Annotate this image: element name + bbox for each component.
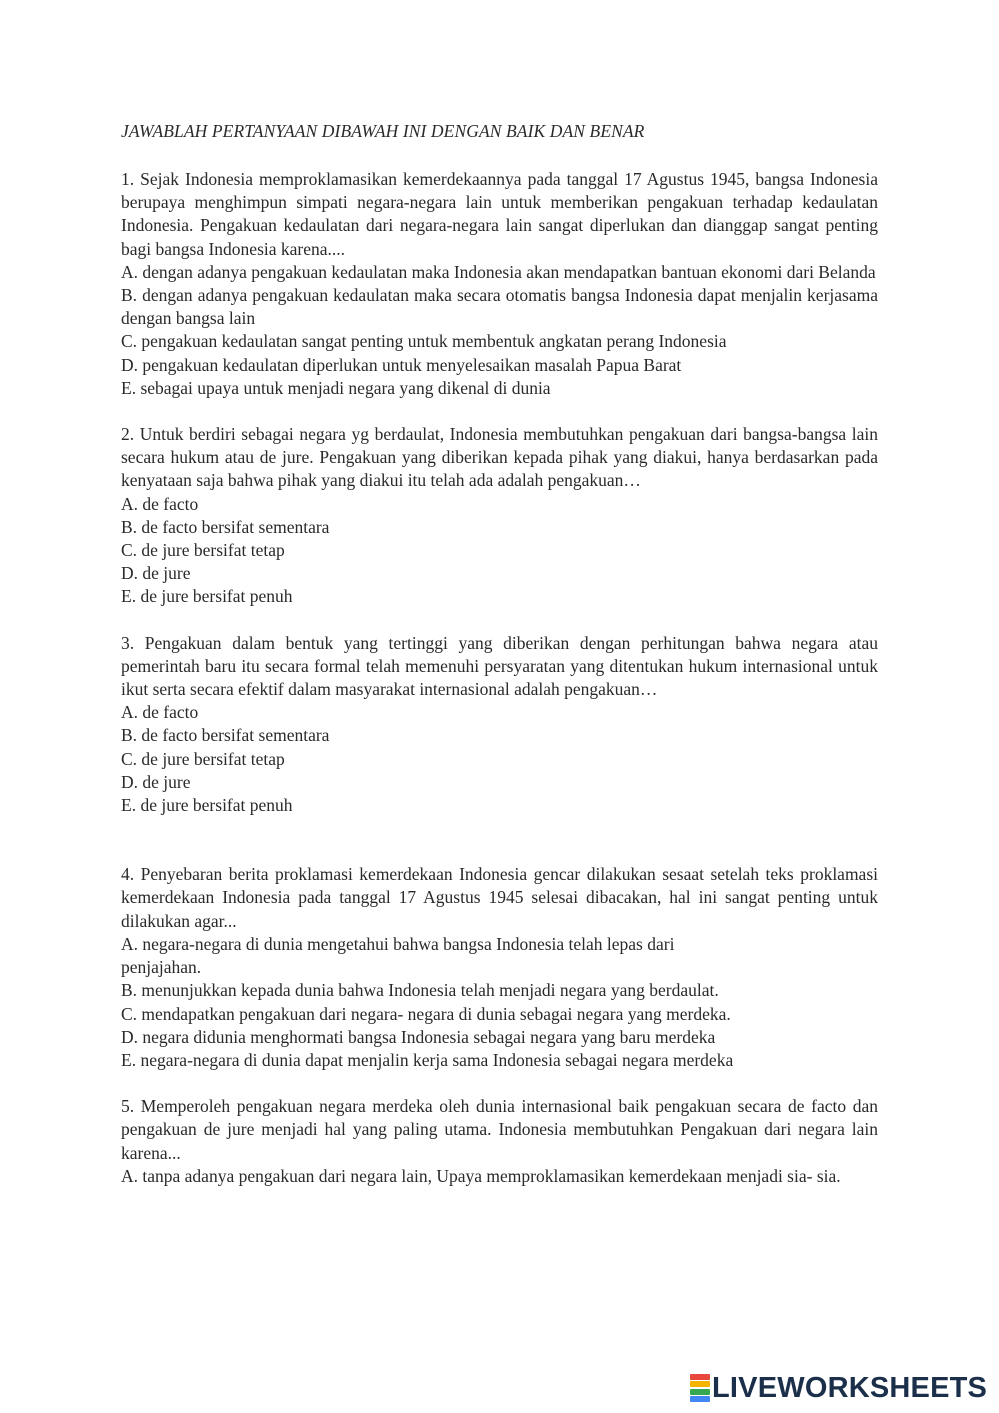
option-d: D. de jure	[121, 771, 191, 792]
option-e: E. de jure bersifat penuh	[121, 586, 293, 607]
worksheet-page	[121, 120, 878, 1188]
option-d: D. negara didunia menghormati bangsa Indonesia sebagai negara yang baru merdeka	[121, 1026, 716, 1047]
option-b: B. de facto bersifat sementara	[121, 516, 330, 537]
option-a: A. negara-negara di dunia mengetahui bahwa bangsa Indonesia telah lepas dari	[121, 933, 675, 954]
option-a: A. tanpa adanya pengakuan dari negara lain, Upaya memproklamasikan kemerdekaan menjadi sia- sia.	[121, 1165, 841, 1186]
option-d: D. de jure	[121, 563, 191, 584]
option-c: C. de jure bersifat tetap	[121, 540, 285, 561]
question-stem: 3. Pengakuan dalam bentuk yang tertinggi yang diberikan dengan perhitungan bahwa negara atau pemerintah baru itu secara formal telah memenuhi persyaratan yang ditentukan hukum internasional untuk ikut serta secara efektif dalam masyarakat internasional adalah pengakuan…	[121, 632, 878, 700]
option-c: C. pengakuan kedaulatan sangat penting untuk membentuk angkatan perang Indonesia	[121, 331, 727, 352]
option-a: A. dengan adanya pengakuan kedaulatan maka Indonesia akan mendapatkan bantuan ekonomi dari Belanda	[121, 261, 876, 282]
question-2	[121, 423, 878, 609]
option-e: E. negara-negara di dunia dapat menjalin kerja sama Indonesia sebagai negara merdeka	[121, 1049, 734, 1070]
option-b: B. menunjukkan kepada dunia bahwa Indonesia telah menjadi negara yang berdaulat.	[121, 980, 719, 1001]
question-4	[121, 863, 878, 1072]
option-e: E. sebagai upaya untuk menjadi negara yang dikenal di dunia	[121, 377, 551, 398]
logo-block	[690, 1396, 710, 1402]
liveworksheets-logo	[690, 1370, 990, 1406]
question-3	[121, 632, 878, 818]
question-5	[121, 1095, 878, 1188]
option-d: D. pengakuan kedaulatan diperlukan untuk menyelesaikan masalah Papua Barat	[121, 354, 682, 375]
logo-block	[690, 1389, 710, 1395]
brand-name: LIVEWORKSHEETS	[712, 1372, 988, 1404]
question-stem: 4. Penyebaran berita proklamasi kemerdekaan Indonesia gencar dilakukan sesaat setelah teks proklamasi kemerdekaan Indonesia pada tanggal 17 Agustus 1945 selesai dibacakan, hal ini sangat penting untuk dilakukan agar...	[121, 864, 878, 931]
question-stem: 2. Untuk berdiri sebagai negara yg berdaulat, Indonesia membutuhkan pengakuan dari bangsa-bangsa lain secara hukum atau de jure. Pengakuan yang diberikan kepada pihak yang diakui, hanya berdasarkan pada kenyataan saja bahwa pihak yang diakui itu telah ada adalah pengakuan…	[121, 424, 878, 491]
option-a: A. de facto	[121, 702, 199, 723]
option-c: C. de jure bersifat tetap	[121, 748, 285, 769]
logo-block	[690, 1374, 710, 1380]
liveworksheets-logo-icon	[690, 1374, 710, 1402]
logo-block	[690, 1381, 710, 1387]
option-a-continued: penjajahan.	[121, 957, 202, 978]
question-stem: 5. Memperoleh pengakuan negara merdeka oleh dunia internasional baik pengakuan secara de facto dan pengakuan de jure menjadi hal yang paling utama. Indonesia membutuhkan Pengakuan dari negara lain karena...	[121, 1096, 878, 1163]
question-stem: 1. Sejak Indonesia memproklamasikan kemerdekaannya pada tanggal 17 Agustus 1945, bangsa Indonesia berupaya menghimpun simpati negara-negara lain untuk memberikan pengakuan terhadap kedaulatan Indonesia. Pengakuan kedaulatan dari negara-negara lain sangat diperlukan dan dianggap sangat penting bagi bangsa Indonesia karena....	[121, 169, 878, 259]
worksheet-title: JAWABLAH PERTANYAAN DIBAWAH INI DENGAN BAIK DAN BENAR	[121, 121, 645, 141]
question-1	[121, 168, 878, 400]
option-a: A. de facto	[121, 493, 199, 514]
option-b: B. de facto bersifat sementara	[121, 725, 330, 746]
option-b: B. dengan adanya pengakuan kedaulatan maka secara otomatis bangsa Indonesia dapat menjalin kerjasama dengan bangsa lain	[121, 285, 878, 329]
option-e: E. de jure bersifat penuh	[121, 795, 293, 816]
option-c: C. mendapatkan pengakuan dari negara- negara di dunia sebagai negara yang merdeka.	[121, 1003, 731, 1024]
